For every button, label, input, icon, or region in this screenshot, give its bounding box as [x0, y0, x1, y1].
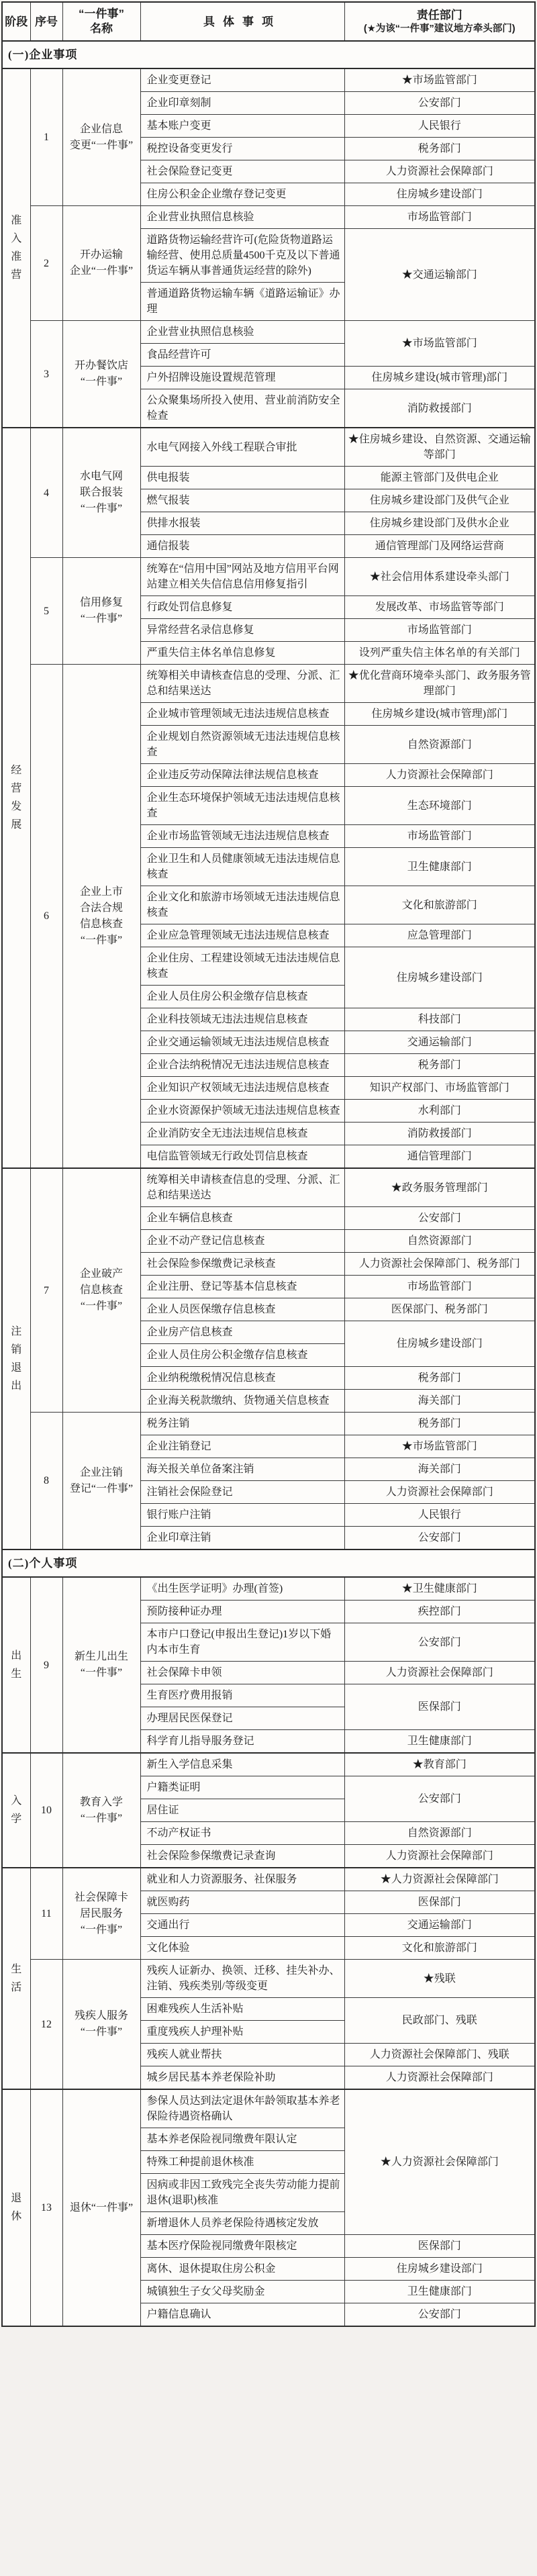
- specific-item: 企业注册、登记等基本信息核查: [140, 1276, 344, 1298]
- responsible-department: ★教育部门: [344, 1753, 535, 1776]
- item-group-name: [62, 665, 140, 1169]
- col-header-item: [140, 2, 344, 41]
- stage-label-char: 营: [11, 783, 22, 794]
- responsible-department: 人力资源社会保障部门、税务部门: [344, 1253, 535, 1276]
- specific-item: 企业应急管理领域无违法违规信息核查: [140, 924, 344, 947]
- specific-item: 预防接种证办理: [140, 1601, 344, 1623]
- specific-item: 就医购药: [140, 1891, 344, 1914]
- specific-item: 企业不动产登记信息核查: [140, 1230, 344, 1253]
- one-thing-matters-table: [1, 1, 536, 2327]
- specific-item: 统筹在“信用中国”网站及地方信用平台网站建立相关失信信息信用修复指引: [140, 558, 344, 596]
- stage-label-char: 休: [11, 2211, 22, 2222]
- row-number: 6: [30, 665, 62, 1169]
- item-group-name: [62, 68, 140, 206]
- specific-item: 办理居民医保登记: [140, 1707, 344, 1730]
- responsible-department: 海关部门: [344, 1390, 535, 1413]
- responsible-department: 自然资源部门: [344, 1822, 535, 1845]
- specific-item: 企业营业执照信息核验: [140, 321, 344, 344]
- responsible-department: 人力资源社会保障部门: [344, 764, 535, 787]
- section-title: (二)个人事项: [2, 1549, 535, 1577]
- stage-label: [2, 2089, 30, 2326]
- row-number: 3: [30, 321, 62, 428]
- responsible-department: 民政部门、残联: [344, 1998, 535, 2044]
- specific-item: 电信监管领域无行政处罚信息核查: [140, 1145, 344, 1169]
- row-number: 12: [30, 1960, 62, 2090]
- stage-label-char: 入: [11, 1795, 22, 1807]
- item-group-name-line: 居民服务: [79, 1907, 123, 1919]
- row-number: 9: [30, 1577, 62, 1753]
- responsible-department: 水利部门: [344, 1100, 535, 1123]
- row-number: 13: [30, 2089, 62, 2326]
- specific-item: 统筹相关申请核查信息的受理、分派、汇总和结果送达: [140, 665, 344, 703]
- row-number: 5: [30, 558, 62, 665]
- specific-item: 困难残疾人生活补贴: [140, 1998, 344, 2021]
- stage-label-char: 准: [11, 215, 22, 226]
- col-header-name-line1: “一件事”: [79, 7, 124, 20]
- responsible-department: 疾控部门: [344, 1601, 535, 1623]
- item-group-name-line: 开办餐饮店: [74, 360, 128, 371]
- item-group-name: [62, 428, 140, 558]
- responsible-department: 公安部门: [344, 92, 535, 115]
- stage-label: [2, 1577, 30, 1753]
- specific-item: 残疾人就业帮扶: [140, 2044, 344, 2066]
- item-group-name-line: 信息核查: [79, 918, 123, 930]
- responsible-department: 卫生健康部门: [344, 848, 535, 886]
- responsible-department: 医保部门: [344, 2235, 535, 2258]
- stage-label-char: 生: [11, 1963, 22, 1975]
- col-header-name-line2: 名称: [90, 22, 113, 35]
- row-number: 1: [30, 68, 62, 206]
- table-row: [2, 665, 535, 703]
- item-group-name-line: “一件事”: [80, 1923, 123, 1936]
- responsible-department: 文化和旅游部门: [344, 1937, 535, 1960]
- specific-item: 供排水报装: [140, 512, 344, 535]
- stage-label-char: 注: [11, 1325, 22, 1337]
- responsible-department: 通信管理部门及网络运营商: [344, 535, 535, 558]
- responsible-department: 医保部门: [344, 1684, 535, 1730]
- stage-label-char: 活: [11, 1981, 22, 1993]
- section-row: [2, 1549, 535, 1577]
- responsible-department: 人力资源社会保障部门: [344, 2066, 535, 2090]
- specific-item: 企业交通运输领域无违法违规信息核查: [140, 1031, 344, 1054]
- responsible-department: 发展改革、市场监管等部门: [344, 596, 535, 619]
- row-number: 11: [30, 1868, 62, 1960]
- responsible-department: 人力资源社会保障部门: [344, 1481, 535, 1504]
- specific-item: 税务注销: [140, 1413, 344, 1435]
- specific-item: 企业变更登记: [140, 68, 344, 92]
- item-group-name-line: 新生儿出生: [74, 1651, 128, 1662]
- table-row: [2, 428, 535, 467]
- specific-item: 就业和人力资源服务、社保服务: [140, 1868, 344, 1891]
- responsible-department: 人力资源社会保障部门: [344, 1845, 535, 1868]
- specific-item: 基本养老保险视同缴费年限认定: [140, 2128, 344, 2151]
- item-group-name-line: “一件事”: [80, 1300, 123, 1312]
- specific-item: 社会保险参保缴费记录核查: [140, 1253, 344, 1276]
- specific-item: 社会保障卡申领: [140, 1662, 344, 1684]
- item-group-name-line: 退休“一件事”: [69, 2201, 134, 2213]
- responsible-department: ★住房城乡建设、自然资源、交通运输等部门: [344, 428, 535, 467]
- specific-item: 基本账户变更: [140, 115, 344, 138]
- col-header-name: [62, 2, 140, 41]
- specific-item: 企业营业执照信息核验: [140, 206, 344, 229]
- row-number: 10: [30, 1753, 62, 1868]
- col-header-dept-line1: 责任部门: [416, 8, 462, 21]
- specific-item: 户外招牌设施设置规范管理: [140, 367, 344, 389]
- item-group-name-line: 残疾人服务: [74, 2010, 128, 2021]
- specific-item: 企业合法纳税情况无违法违规信息核查: [140, 1054, 344, 1077]
- responsible-department: 医保部门: [344, 1891, 535, 1914]
- stage-label-char: 生: [11, 1668, 22, 1680]
- responsible-department: 市场监管部门: [344, 1276, 535, 1298]
- responsible-department: 人民银行: [344, 1504, 535, 1527]
- item-group-name-line: 合法合规: [79, 902, 123, 914]
- table-row: [2, 68, 535, 92]
- responsible-department: 公安部门: [344, 2303, 535, 2327]
- stage-label: [2, 68, 30, 428]
- stage-label-char: 出: [11, 1650, 22, 1662]
- stage-label-char: 入: [11, 233, 22, 244]
- col-header-item-text: 具体事项: [203, 15, 281, 28]
- specific-item: 税控设备变更发行: [140, 138, 344, 160]
- specific-item: 企业水资源保护领域无违法违规信息核查: [140, 1100, 344, 1123]
- item-group-name: [62, 558, 140, 665]
- row-number: 2: [30, 206, 62, 321]
- responsible-department: 住房城乡建设(城市管理)部门: [344, 703, 535, 726]
- responsible-department: 住房城乡建设部门: [344, 2258, 535, 2281]
- table-row: [2, 1413, 535, 1435]
- specific-item: 科学育儿指导服务登记: [140, 1730, 344, 1754]
- item-group-name-line: 开办运输: [79, 249, 123, 260]
- responsible-department: 应急管理部门: [344, 924, 535, 947]
- responsible-department: 住房城乡建设部门: [344, 183, 535, 206]
- specific-item: 城镇独生子女父母奖励金: [140, 2281, 344, 2303]
- responsible-department: 税务部门: [344, 138, 535, 160]
- item-group-name-line: 企业信息: [79, 123, 123, 135]
- item-group-name-line: 变更“一件事”: [69, 139, 134, 151]
- item-group-name-line: 登记“一件事”: [69, 1482, 134, 1494]
- specific-item: 企业纳税缴税情况信息核查: [140, 1367, 344, 1390]
- stage-label-char: 展: [11, 819, 22, 830]
- specific-item: 企业住房、工程建设领域无违法违规信息核查: [140, 947, 344, 986]
- item-group-name: [62, 206, 140, 321]
- responsible-department: 消防救援部门: [344, 1123, 535, 1145]
- item-group-name-line: 企业上市: [79, 886, 123, 898]
- responsible-department: 通信管理部门: [344, 1145, 535, 1169]
- item-group-name-line: “一件事”: [80, 1812, 123, 1824]
- responsible-department: 公安部门: [344, 1776, 535, 1822]
- header-row: [2, 2, 535, 41]
- item-group-name-line: “一件事”: [80, 2026, 123, 2038]
- specific-item: 企业消防安全无违法违规信息核查: [140, 1123, 344, 1145]
- responsible-department: 科技部门: [344, 1008, 535, 1031]
- specific-item: 统筹相关申请核查信息的受理、分派、汇总和结果送达: [140, 1168, 344, 1207]
- row-number: 8: [30, 1413, 62, 1550]
- specific-item: 参保人员达到法定退休年龄领取基本养老保险待遇资格确认: [140, 2089, 344, 2128]
- specific-item: 居住证: [140, 1799, 344, 1822]
- specific-item: 企业印章刻制: [140, 92, 344, 115]
- responsible-department: 公安部门: [344, 1207, 535, 1230]
- responsible-department: 市场监管部门: [344, 619, 535, 642]
- table-row: [2, 1577, 535, 1601]
- specific-item: 企业人员住房公积金缴存信息核查: [140, 986, 344, 1008]
- item-group-name: [62, 1753, 140, 1868]
- specific-item: 文化体验: [140, 1937, 344, 1960]
- specific-item: 因病或非因工致残完全丧失劳动能力提前退休(退职)核准: [140, 2174, 344, 2212]
- responsible-department: 人民银行: [344, 115, 535, 138]
- specific-item: 企业违反劳动保障法律法规信息核查: [140, 764, 344, 787]
- item-group-name: [62, 1960, 140, 2090]
- responsible-department: ★交通运输部门: [344, 229, 535, 321]
- specific-item: 特殊工种提前退休核准: [140, 2151, 344, 2174]
- specific-item: 道路货物运输经营许可(危险货物道路运输经营、使用总质量4500千克及以下普通货运车辆从事普通货运经营的除外): [140, 229, 344, 283]
- responsible-department: 消防救援部门: [344, 389, 535, 428]
- item-group-name-line: 联合报装: [79, 487, 123, 498]
- responsible-department: 市场监管部门: [344, 825, 535, 848]
- table-row: [2, 321, 535, 344]
- responsible-department: ★政务服务管理部门: [344, 1168, 535, 1207]
- specific-item: 企业人员医保缴存信息核查: [140, 1298, 344, 1321]
- item-group-name-line: 信息核查: [79, 1284, 123, 1296]
- specific-item: 企业注销登记: [140, 1435, 344, 1458]
- item-group-name-line: 企业注销: [79, 1466, 123, 1478]
- specific-item: 燃气报装: [140, 489, 344, 512]
- responsible-department: 住房城乡建设部门及供水企业: [344, 512, 535, 535]
- responsible-department: ★社会信用体系建设牵头部门: [344, 558, 535, 596]
- specific-item: 交通出行: [140, 1914, 344, 1937]
- specific-item: 注销社会保险登记: [140, 1481, 344, 1504]
- section-row: [2, 41, 535, 68]
- specific-item: 企业规划自然资源领域无违法违规信息核查: [140, 726, 344, 764]
- specific-item: 企业印章注销: [140, 1527, 344, 1550]
- responsible-department: 自然资源部门: [344, 1230, 535, 1253]
- col-header-no: 序号: [30, 2, 62, 41]
- specific-item: 企业人员住房公积金缴存信息核查: [140, 1344, 344, 1367]
- responsible-department: 住房城乡建设部门: [344, 947, 535, 1008]
- responsible-department: 生态环境部门: [344, 787, 535, 825]
- responsible-department: ★优化营商环境牵头部门、政务服务管理部门: [344, 665, 535, 703]
- responsible-department: 税务部门: [344, 1413, 535, 1435]
- specific-item: 企业科技领域无违法违规信息核查: [140, 1008, 344, 1031]
- specific-item: 城乡居民基本养老保险补助: [140, 2066, 344, 2090]
- stage-label-char: 学: [11, 1813, 22, 1825]
- specific-item: 企业生态环境保护领域无违法违规信息核查: [140, 787, 344, 825]
- item-group-name-line: “一件事”: [80, 613, 123, 624]
- responsible-department: 交通运输部门: [344, 1914, 535, 1937]
- responsible-department: ★市场监管部门: [344, 321, 535, 367]
- specific-item: 离休、退休提取住房公积金: [140, 2258, 344, 2281]
- specific-item: 企业车辆信息核查: [140, 1207, 344, 1230]
- specific-item: 住房公积金企业缴存登记变更: [140, 183, 344, 206]
- responsible-department: 能源主管部门及供电企业: [344, 467, 535, 489]
- responsible-department: 公安部门: [344, 1623, 535, 1662]
- stage-label-char: 准: [11, 251, 22, 263]
- specific-item: 社会保险登记变更: [140, 160, 344, 183]
- specific-item: 户籍信息确认: [140, 2303, 344, 2327]
- table-header: [2, 2, 535, 41]
- specific-item: 异常经营名录信息修复: [140, 619, 344, 642]
- specific-item: 本市户口登记(申报出生登记)1岁以下婚内本市生育: [140, 1623, 344, 1662]
- responsible-department: 税务部门: [344, 1054, 535, 1077]
- item-group-name-line: 社会保障卡: [74, 1891, 128, 1903]
- table-body: [2, 41, 535, 2326]
- item-group-name-line: “一件事”: [80, 503, 123, 514]
- responsible-department: 卫生健康部门: [344, 2281, 535, 2303]
- item-group-name: [62, 1168, 140, 1413]
- responsible-department: ★卫生健康部门: [344, 1577, 535, 1601]
- table-row: [2, 1960, 535, 1998]
- responsible-department: 住房城乡建设部门: [344, 1321, 535, 1367]
- specific-item: 食品经营许可: [140, 344, 344, 367]
- specific-item: 新生入学信息采集: [140, 1753, 344, 1776]
- item-group-name: [62, 1868, 140, 1960]
- item-group-name: [62, 2089, 140, 2326]
- item-group-name: [62, 1413, 140, 1550]
- specific-item: 企业文化和旅游市场领域无违法违规信息核查: [140, 886, 344, 924]
- responsible-department: ★市场监管部门: [344, 1435, 535, 1458]
- specific-item: 水电气网接入外线工程联合审批: [140, 428, 344, 467]
- item-group-name-line: 企业“一件事”: [69, 265, 134, 277]
- stage-label-char: 发: [11, 801, 22, 812]
- table-row: [2, 1868, 535, 1891]
- item-group-name-line: 教育入学: [79, 1796, 123, 1808]
- responsible-department: 人力资源社会保障部门、残联: [344, 2044, 535, 2066]
- responsible-department: 住房城乡建设(城市管理)部门: [344, 367, 535, 389]
- specific-item: 企业海关税款缴纳、货物通关信息核查: [140, 1390, 344, 1413]
- specific-item: 残疾人证新办、换领、迁移、挂失补办、注销、残疾类别/等级变更: [140, 1960, 344, 1998]
- specific-item: 企业卫生和人员健康领域无违法违规信息核查: [140, 848, 344, 886]
- stage-label-char: 退: [11, 2193, 22, 2204]
- item-group-name-line: 企业破产: [79, 1268, 123, 1280]
- stage-label-char: 经: [11, 765, 22, 776]
- specific-item: 基本医疗保险视同缴费年限核定: [140, 2235, 344, 2258]
- specific-item: 供电报装: [140, 467, 344, 489]
- responsible-department: 公安部门: [344, 1527, 535, 1550]
- col-header-dept: [344, 2, 535, 41]
- item-group-name-line: 信用修复: [79, 597, 123, 608]
- responsible-department: 设列严重失信主体名单的有关部门: [344, 642, 535, 665]
- section-title: (一)企业事项: [2, 41, 535, 68]
- specific-item: 新增退休人员养老保险待遇核定发放: [140, 2212, 344, 2235]
- specific-item: 企业市场监管领域无违法违规信息核查: [140, 825, 344, 848]
- table-row: [2, 2089, 535, 2128]
- specific-item: 企业房产信息核查: [140, 1321, 344, 1344]
- specific-item: 企业城市管理领域无违法违规信息核查: [140, 703, 344, 726]
- specific-item: 公众聚集场所投入使用、营业前消防安全检查: [140, 389, 344, 428]
- specific-item: 行政处罚信息修复: [140, 596, 344, 619]
- specific-item: 不动产权证书: [140, 1822, 344, 1845]
- item-group-name-line: 水电气网: [79, 471, 123, 482]
- item-group-name-line: “一件事”: [80, 1667, 123, 1678]
- table-row: [2, 558, 535, 596]
- responsible-department: 海关部门: [344, 1458, 535, 1481]
- stage-label: [2, 1168, 30, 1549]
- specific-item: 严重失信主体名单信息修复: [140, 642, 344, 665]
- responsible-department: 医保部门、税务部门: [344, 1298, 535, 1321]
- responsible-department: 市场监管部门: [344, 206, 535, 229]
- responsible-department: ★市场监管部门: [344, 68, 535, 92]
- specific-item: 银行账户注销: [140, 1504, 344, 1527]
- stage-label: [2, 1753, 30, 1868]
- table-row: [2, 206, 535, 229]
- stage-label-char: 销: [11, 1343, 22, 1355]
- specific-item: 生育医疗费用报销: [140, 1684, 344, 1707]
- specific-item: 企业知识产权领域无违法违规信息核查: [140, 1077, 344, 1100]
- responsible-department: 卫生健康部门: [344, 1730, 535, 1754]
- stage-label-char: 退: [11, 1362, 22, 1374]
- stage-label: [2, 1868, 30, 2089]
- specific-item: 普通道路货物运输车辆《道路运输证》办理: [140, 283, 344, 321]
- specific-item: 《出生医学证明》办理(首签): [140, 1577, 344, 1601]
- responsible-department: ★人力资源社会保障部门: [344, 2089, 535, 2235]
- stage-label-char: 营: [11, 269, 22, 281]
- row-number: 7: [30, 1168, 62, 1413]
- item-group-name: [62, 321, 140, 428]
- responsible-department: 文化和旅游部门: [344, 886, 535, 924]
- row-number: 4: [30, 428, 62, 558]
- col-header-stage: 阶段: [2, 2, 30, 41]
- responsible-department: 交通运输部门: [344, 1031, 535, 1054]
- specific-item: 社会保险参保缴费记录查询: [140, 1845, 344, 1868]
- item-group-name-line: “一件事”: [80, 376, 123, 387]
- specific-item: 通信报装: [140, 535, 344, 558]
- specific-item: 海关报关单位备案注销: [140, 1458, 344, 1481]
- responsible-department: 人力资源社会保障部门: [344, 1662, 535, 1684]
- responsible-department: 知识产权部门、市场监管部门: [344, 1077, 535, 1100]
- specific-item: 重度残疾人护理补贴: [140, 2021, 344, 2044]
- responsible-department: 住房城乡建设部门及供气企业: [344, 489, 535, 512]
- responsible-department: ★人力资源社会保障部门: [344, 1868, 535, 1891]
- stage-label: [2, 428, 30, 1168]
- responsible-department: 人力资源社会保障部门: [344, 160, 535, 183]
- responsible-department: 税务部门: [344, 1367, 535, 1390]
- responsible-department: ★残联: [344, 1960, 535, 1998]
- table-row: [2, 1168, 535, 1207]
- item-group-name: [62, 1577, 140, 1753]
- table-row: [2, 1753, 535, 1776]
- responsible-department: 自然资源部门: [344, 726, 535, 764]
- col-header-dept-note: (★为该“一件事”建议地方牵头部门): [363, 23, 516, 34]
- stage-label-char: 出: [11, 1380, 22, 1392]
- item-group-name-line: “一件事”: [80, 934, 123, 946]
- specific-item: 户籍类证明: [140, 1776, 344, 1799]
